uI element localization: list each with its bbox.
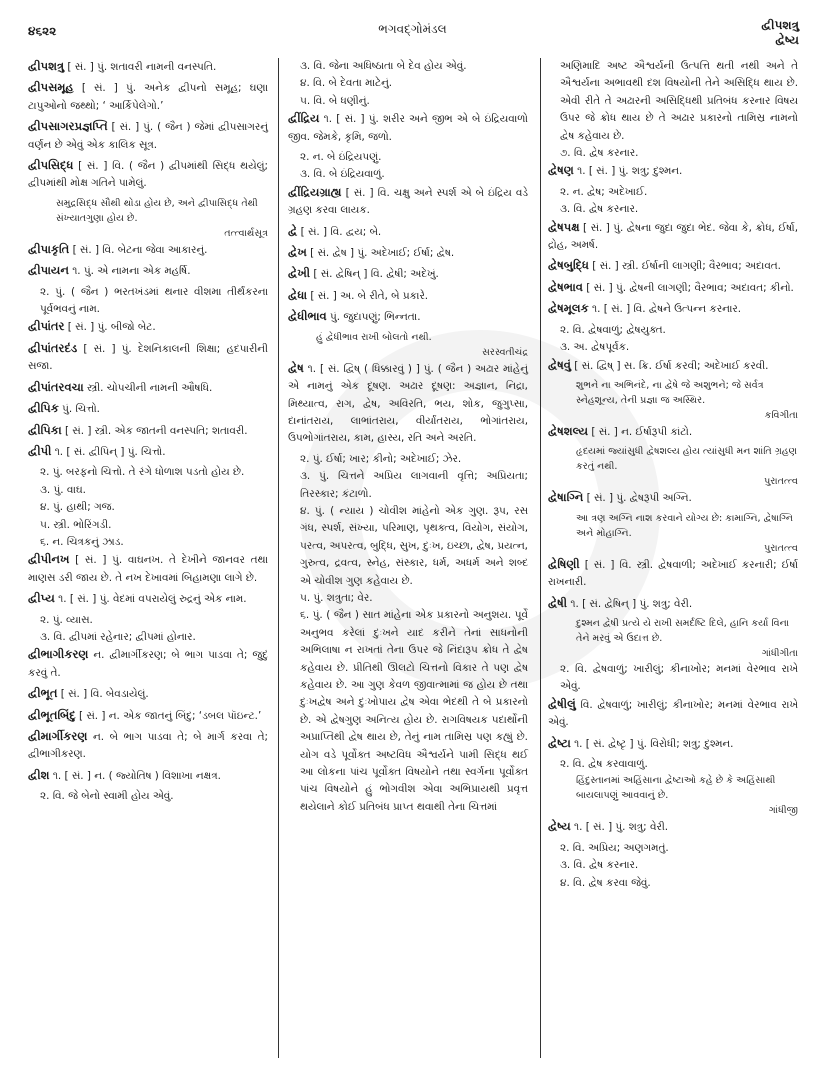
dictionary-entry [548, 162, 798, 180]
headword: દ્વીપીનખ [28, 552, 70, 567]
headword: દ્વીપ્ય [28, 591, 55, 606]
citation-quote: શુભને ના અભિનંદે, ના દ્વેષે જે અશુભને; જે સર્વત્ર સ્નેહશૂન્ય, તેની પ્રજ્ઞા જ અસ્થિર. [576, 379, 764, 406]
headword: દ્વીપાંતરદંડ [28, 340, 78, 355]
dictionary-entry [288, 110, 528, 146]
dictionary-entry [28, 241, 268, 259]
headword: દ્વીભૂતબિંદુ [28, 707, 76, 722]
citation-source: પુરાતત્ત્વ [764, 476, 798, 488]
definition: પું. જુદાપણું; ભિન્નતા. [326, 311, 421, 324]
headword: દ્વેખ [288, 245, 307, 260]
sense-line: ૨. પું. ઈર્ષા; ખાર; કીનો; અદેખાઈ; ઝેર. [300, 452, 462, 465]
sense-line: ૨. ન. દ્વેષ; અદેખાઈ. [560, 185, 648, 198]
dictionary-entry [548, 423, 798, 441]
dictionary-entry [28, 551, 268, 587]
definition: ૧. [ સં. ] વિ. દ્વેષને ઉત્પન્ન કરનાર. [588, 303, 742, 316]
sense-line: ૪. વિ. દ્વેષ કરવા જેવું. [560, 876, 651, 889]
definition: [ સં. ] પું. દ્વેષના જુદા જુદા ભેદ. જેવા કે, ક્રોધ, ઈર્ષા, દ્રોહ, અમર્ષ. [548, 221, 798, 252]
headword: દ્વેષપક્ષ [548, 219, 580, 234]
definition: ૧. [ સં. દ્વેષિન્ ] પું. શત્રુ; વેરી. [567, 597, 693, 610]
citation-source: પુરાતત્ત્વ [764, 542, 798, 554]
definition: ૧. [ સં. ] પું. વેદમાં વપરાયેલું રુદ્રનું એક નામ. [54, 593, 247, 606]
dictionary-entry [28, 728, 268, 764]
sense-line: ૨. વિ. અપ્રિય; અણગમતું. [560, 841, 669, 854]
definition: [ સં. દ્વેષિન્ ] વિ. દ્વેષી; અદેખું. [310, 268, 439, 281]
headword: દ્વેષવું [548, 357, 571, 372]
column-2 [288, 58, 528, 816]
headword: દ્વેષાગ્નિ [548, 490, 584, 505]
sense-line: ૫. પું. શત્રુતા; વેર. [300, 591, 373, 604]
sense-line: ૩. વિ. બે ઇંદ્રિયવાળું. [300, 168, 385, 181]
dictionary-entry [28, 767, 268, 785]
headword: દ્વીંદ્રિયગ્રાહ્ય [288, 184, 342, 199]
sense-line: ૨. વિ. જે બેનો સ્વામી હોય એવું. [40, 790, 174, 803]
headword: દ્વીપિકા [28, 422, 62, 437]
headword: દ્વેષ [288, 360, 304, 375]
dictionary-entry [288, 360, 528, 448]
dictionary-entry [28, 379, 268, 397]
sense-line: ૨. ન. બે ઇંદ્રિયપણું. [300, 151, 382, 164]
headword: દ્વીપસાગરપ્રજ્ઞપ્તિ [28, 119, 108, 134]
citation-quote: દુશ્મન દ્વેષી પ્રત્યે યે રાખી સમર્દષ્ટિ દિલે, હાનિ કર્યા વિના તેને મરવું એ ઉદાત્ત છે. [576, 617, 790, 644]
headword: દ્વીપાયન [28, 263, 69, 278]
page-title: ભગવદ્ગોમંડલ [378, 22, 447, 36]
continued-text: અણિમાદિ અષ્ટ ઐશ્વર્યની ઉત્પત્તિ થતી નથી અને તે ઐશ્વર્યના અભાવથી દશ વિષયોની તેને અસિદ્ધિ થાય છે. એવી રીતે તે અઢારની અસિદ્ધિથી પ્રતિબંધ કરનાર વિષય ઉપર જે ક્રોધ થાય છે તે અઢાર પ્રકારનો તામિસ્ર નામનો દ્વેષ કહેવાય છે. [560, 60, 798, 142]
definition: ૧. [ સં. દ્વેષ્ટૃ ] પું. વિરોધી; શત્રુ; દુશ્મન. [570, 737, 734, 750]
dictionary-entry [288, 184, 528, 220]
headword: દ્વીભૂત [28, 686, 58, 701]
sense-line: ૩. પું. વાઘ. [40, 483, 86, 496]
dictionary-entry [548, 257, 798, 275]
sense-line: ૫. સ્ત્રી. ભોરિંગડી. [40, 518, 112, 531]
guide-word-first: દ્વીપશત્રુ [761, 18, 799, 32]
definition: [ સં. ] સ્ત્રી. એક જાતની વનસ્પતિ; શતાવરી. [61, 424, 248, 437]
headword: દ્વેષશલ્ય [548, 423, 589, 438]
definition: [ સં. ] ન. એક જાતનું બિંદુ; ‘ડબલ પૉઇન્ટ.’ [75, 709, 262, 722]
headword: દ્વેષભાવ [548, 279, 583, 294]
headword: દ્વેષીલું [548, 696, 576, 711]
citation-source: ગાંધીજી [768, 805, 798, 817]
dictionary-entry [28, 646, 268, 682]
dictionary-entry [548, 300, 798, 318]
sense-line: ૨. વિ. દ્વેષવાળું; દ્વેષયુક્ત. [560, 323, 666, 336]
headword: દ્વેષી [548, 595, 568, 610]
definition: [ સં. ] સ્ત્રી. ઈર્ષાની લાગણી; વૈરભાવ; અદાવત. [588, 260, 781, 273]
headword: દ્વીભાગીકરણ [28, 647, 89, 662]
sense-line: ૩. વિ. દ્વેષ કરનાર. [560, 859, 639, 872]
dictionary-entry [548, 818, 798, 836]
dictionary-entry [28, 318, 268, 336]
definition: ૧. [ સં. ] પું. શરીર અને જીભ એ બે ઇંદ્રિયવાળો જીવ. જેમકે, કૃમિ, જળો. [288, 113, 528, 143]
sense-line: ૫. વિ. બે ધણીનું. [300, 94, 370, 107]
definition: ન. દ્વીમાર્ગીકરણ; બે ભાગ પાડવા તે; જુદું કરવું તે. [28, 649, 268, 679]
definition: વિ. દ્વેષવાળું; ખારીલું; કીનાખોર; મનમાં વેરભાવ રાખે એવું. [548, 698, 798, 729]
citation-quote: હું દ્વેધીભાવ રાખી બોલતો નથી. [316, 331, 432, 343]
definition: [ સં. ] વિ. બેટના જેવા આકારનું. [69, 243, 208, 256]
dictionary-entry [548, 489, 798, 507]
definition: [ સં. ] પું. દેશનિકાલની શિક્ષા; હદપારીની સજા. [28, 342, 268, 373]
headword: દ્વીપાકૃતિ [28, 241, 70, 256]
definition: [ સં. ] પું. ( જૈન ) જેમાં દ્વીપસાગરનું વર્ણન છે એવું એક કાલિક સૂત્ર. [28, 121, 268, 151]
headword: દ્વીપિક [28, 401, 59, 416]
dictionary-entry [548, 556, 798, 592]
headword: દ્વે [288, 223, 298, 238]
sense-line: ૪. પું. ( ન્યાય ) ચોવીશ માંહેનો એક ગુણ. રૂપ, રસ ગંધ, સ્પર્શ, સંખ્યા, પરિમાણ, પૃથક્ત્વ, વિયોગ, સંયોગ, પરત્વ, અપરત્વ, બુદ્ધિ, સુખ, દુઃખ, ઇચ્છા, દ્વેષ, પ્રયત્ન, ગુરુત્વ, દ્રવત્વ, સ્નેહ, સંસ્કાર, ધર્મ, અધર્મ અને શબ્દ એ ચોવીશ ગુણ કહેવાય છે. [300, 504, 528, 587]
headword: દ્વેધીભાવ [288, 309, 327, 324]
dictionary-entry [548, 219, 798, 255]
definition: [ સં. ] ન. ઈર્ષારૂપી કાંટો. [588, 425, 693, 438]
dictionary-entry [28, 685, 268, 703]
headword: દ્વેષણ [548, 163, 574, 178]
sense-line: ૩. વિ. દ્વેષ કરનાર. [560, 203, 639, 216]
dictionary-entry [28, 422, 268, 440]
definition: [ સં. ] વિ. ચક્ષુ અને સ્પર્શ એ બે ઇંદ્રિય વડે ગ્રહણ કરવા લાયક. [288, 186, 528, 217]
dictionary-entry [548, 595, 798, 613]
definition: [ સં. ] પું. બીજો બેટ. [64, 321, 156, 334]
sense-line: ૨. પું. વ્યાસ. [40, 613, 93, 626]
definition: [ સં. ] પું. દ્વેષની લાગણી; વૈરભાવ; અદાવત; કીનો. [582, 281, 794, 294]
dictionary-entry [548, 735, 798, 753]
definition: [ સં. દ્વેષ ] પું. અદેખાઈ; ઈર્ષા; દ્વેષ. [306, 247, 455, 260]
definition: [ સં. ] પું. અનેક દ્વીપનો સમૂહ; ઘણા ટાપુઓનો જથ્થો; ‘ આર્કિપેલેગો.’ [28, 82, 268, 112]
definition: [ સં. દ્વિષ્ ] સ. ક્રિ. ઈર્ષા કરવી; અદેખાઈ કરવી. [570, 359, 769, 372]
sense-line: ૬. પું. ( જૈન ) સાત માંહેના એક પ્રકારનો અનુશય. પૂર્વે અનુભવ કરેલાં દુઃખને યાદ કરીને તેનાં સાધનોની અભિલાષા ન રાખતાં તેના ઉપર જે નિંદારૂપ ક્રોધ તે દ્વેષ કહેવાય છે. પ્રીતિથી ઊલટો ચિત્તનો વિકાર તે પણ દ્વેષ કહેવાય છે. આ ગુણ કેવળ જીવાત્મામાં જ હોય છે તથા દુઃખદ્વેષ અને દુઃખોપાય દ્વેષ એવા ભેદથી તે બે પ્રકારનો છે. એ દ્વેષગુણ અનિત્ય હોય છે. રાગવિષયક પદાર્થોની અપ્રાપ્તિથી દ્વેષ થાય છે, તેનું નામ તામિસ્ર પણ કહ્યું છે. યોગ વડે પૂર્વોક્ત અષ્ટવિધ ઐશ્વર્યને પામી સિદ્ધ થઈ આ લોકના પાંચ પૂર્વોક્ત વિષયોને તથા સ્વર્ગના પૂર્વોક્ત પાંચ વિષયોને હું ભોગવીશ એવા અભિપ્રાયથી પ્રવૃત્ત થયેલાને કોઈ પ્રતિબંધ પ્રાપ્ત થવાથી તેના ચિત્તમાં [300, 609, 528, 813]
sense-line: ૨. પું. બરફનો ચિત્તો. તે રંગે ધોળાશ પડતો હોય છે. [40, 466, 245, 479]
headword: દ્વીપાંતર [28, 319, 65, 334]
headword: દ્વેષબુદ્ધિ [548, 258, 589, 273]
sense-line: ૨. પું. ( જૈન ) ભરતખંડમાં થનાર વીશમા તીર્થંકરના પૂર્વભવનું નામ. [40, 285, 268, 316]
guide-word-last: દ્વેષ્ય [775, 33, 799, 47]
sense-line: ૩. વિ. દ્વીપમાં રહેનાર; દ્વીપમાં હોનાર. [40, 630, 196, 643]
sense-line: ૨. વિ. દ્વેષ કરવાવાળું. [560, 757, 648, 770]
headword: દ્વેષ્ય [548, 819, 571, 834]
dictionary-entry [288, 244, 528, 262]
column-3 [548, 58, 798, 892]
definition: [ સં. ] વિ. બેવડાયેલું. [57, 688, 149, 701]
definition: ૧. [ સં. દ્વીપિન્ ] પું. ચિત્તો. [51, 445, 166, 458]
dictionary-entry [548, 696, 798, 732]
definition: ૧. [ સં. ] પું. શત્રુ; વેરી. [570, 821, 669, 834]
headword: દ્વીંદ્રિય [288, 111, 320, 126]
page-number: ૪૬૨૨ [28, 24, 57, 38]
definition: ૧. [ સં. દ્વિષ્ ( ધિક્કારવું ) ] પું. ( જૈન ) અઢાર માંહેનું એ નામનું એક દૂષણ. અઢાર દૂષણ: અજ્ઞાન, નિદ્રા, મિથ્યાત્વ, રાગ, દ્વેષ, અવિરતિ, ભય, શોક, જુગુપ્સા, દાનાંતરાય, લાભાંતરાય, વીર્યાંતરાય, ભોગાંતરાય, ઉપભોગાંતરાય, કામ, હાસ્ય, રતિ અને અરતિ. [288, 362, 528, 445]
citation-source: સરસ્વતીચંદ્ર [482, 346, 528, 358]
sense-line: ૩. અ. દ્વેષપૂર્વક. [560, 341, 630, 354]
definition: ન. બે ભાગ પાડવા તે; બે માર્ગ કરવા તે; દ્વીભાગીકરણ. [28, 731, 268, 761]
sense-line: ૩. વિ. જેના અધિષ્ઠાતા બે દેવ હોય એવું. [300, 60, 467, 72]
column-divider [278, 58, 279, 1058]
sense-line: ૨. વિ. દ્વેષવાળું; ખારીલું; કીનાખોર; મનમાં વેરભાવ રાખે એવું. [560, 662, 798, 693]
definition: [ સં. ] વિ. સ્ત્રી. દ્વેષવાળી; અદેખાઈ કરનારી; ઈર્ષા રાખનારી. [548, 558, 798, 589]
headword: દ્વીપસમૂહ [28, 80, 74, 95]
headword: દ્વીપશત્રુ [28, 59, 65, 73]
headword: દ્વીપાંતરવચા [28, 379, 84, 394]
dictionary-entry [548, 357, 798, 375]
dictionary-entry [28, 262, 268, 280]
dictionary-entry [288, 223, 528, 241]
headword: દ્વેષ્ટા [548, 735, 571, 750]
definition: પું. ચિત્તો. [58, 403, 100, 416]
dictionary-entry [28, 58, 268, 76]
dictionary-entry [28, 79, 268, 115]
definition: સ્ત્રી. ચોપચીની નામની ઔષધિ. [83, 381, 213, 394]
definition: [ સં. ] પું. દ્વેષરૂપી અગ્નિ. [583, 492, 692, 505]
column-1 [28, 58, 268, 806]
definition: ૧. [ સં. ] ન. ( જ્યોતિષ ) વિશાખા નક્ષત્ર. [49, 769, 221, 782]
headword: દ્વીપી [28, 443, 52, 458]
sense-line: ૩. પું. ચિત્તને અપ્રિય લાગવાની વૃત્તિ; અપ્રિયતા; તિરસ્કાર; કંટાળો. [300, 470, 528, 500]
definition: [ સં. ] વિ. દ્વય; બે. [297, 225, 382, 238]
citation-quote: હૃદયમાં જ્યાંસુધી દ્વેષશલ્ય હોય ત્યાંસુધી મન શાંતિ ગ્રહણ કરતું નથી. [576, 446, 798, 473]
headword: દ્વેખી [288, 266, 311, 281]
dictionary-entry [28, 340, 268, 376]
dictionary-entry [28, 118, 268, 154]
sense-line: ૬. ન. ચિત્રકનું ઝાડ. [40, 535, 124, 548]
definition: ૧. [ સં. ] પું. શત્રુ; દુશ્મન. [573, 165, 683, 178]
dictionary-entry [28, 443, 268, 461]
dictionary-entry [548, 279, 798, 297]
citation-quote: હિંદુસ્તાનમાં અહિંસાના દ્વેષ્ટાઓ કહે છે કે અહિંસાથી બાયલાપણું આવવાનું છે. [576, 775, 776, 802]
dictionary-entry [28, 707, 268, 725]
headword: દ્વેષમૂલક [548, 301, 589, 316]
headword: દ્વીમાર્ગીકરણ [28, 729, 88, 743]
citation-source: ગાંધીગીતા [761, 647, 798, 659]
headword: દ્વેષિણી [548, 556, 580, 571]
sense-line: ૭. વિ. દ્વેષ કરનાર. [560, 147, 639, 160]
dictionary-entry [28, 590, 268, 608]
dictionary-entry [28, 400, 268, 418]
dictionary-entry [288, 287, 528, 305]
dictionary-entry [288, 265, 528, 283]
citation-quote: સમુદ્રસિદ્ધ સૌથી થોડા હોય છે, અને દ્વીપાસિદ્ધ તેથી સંખ્યાતગુણા હોય છે. [56, 197, 258, 224]
sense-line: ૪. વિ. બે દેવતા માટેનું. [300, 77, 393, 90]
citation-quote: આ ત્રણ અગ્નિ નાશ કરવાને યોગ્ય છે: કામાગ્નિ, દ્વેષાગ્નિ અને મોહાગ્નિ. [576, 512, 793, 539]
definition: [ સં. ] પું. વાઘનખ. તે દેખીને જાનવર તથા માણસ ડરી જાય છે. તે નખ દેખાવમાં બિહામણા લાગે છે. [28, 554, 268, 584]
definition: ૧. પું. એ નામના એક મહર્ષિ. [68, 265, 191, 278]
definition: [ સં. ] અ. બે રીતે, બે પ્રકારે. [307, 289, 429, 302]
citation-source: કવિગીતા [764, 409, 798, 421]
guide-words [761, 18, 799, 48]
page-header [0, 14, 825, 54]
dictionary-entry [288, 308, 528, 326]
definition: [ સં. ] પું. શતાવરી નામની વનસ્પતિ. [64, 61, 217, 73]
definition: [ સં. ] વિ. ( જૈન ) દ્વીપમાંથી સિદ્ધ થયેલું; દ્વીપમાંથી મોક્ષ ગતિને પામેલું. [28, 160, 268, 190]
headword: દ્વેધા [288, 287, 308, 302]
headword: દ્વીશ [28, 767, 50, 782]
dictionary-entry [28, 157, 268, 193]
sense-line: ૪. પું. હાથી; ગજ. [40, 501, 115, 514]
citation-source: તત્ત્વાર્થસૂત્ર [224, 227, 268, 239]
column-divider [540, 58, 541, 1058]
headword: દ્વીપસિદ્ધ [28, 158, 74, 173]
